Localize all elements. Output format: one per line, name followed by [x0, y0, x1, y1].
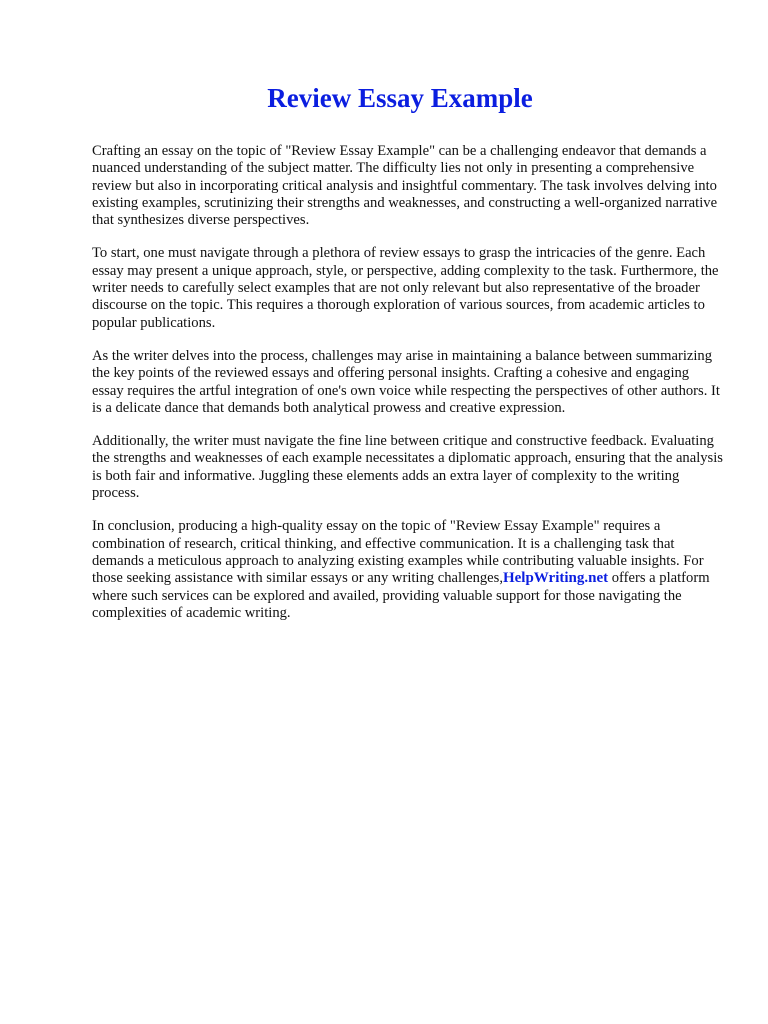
paragraph-2: To start, one must navigate through a plethora of review essays to grasp the intricacies of the genre. Each essay may present a unique approach, style, or perspective, adding complexity to the task. Furthermore, the writer needs to carefully select examples that are not only relevant but also representative of the broader discourse on the topic. This requires a thorough exploration of various sources, from academic articles to popular publications. [92, 245, 719, 331]
paragraph-conclusion [92, 518, 724, 622]
conclusion-text-end: offers a platform where such services can be explored and availed, providing valuable support for those navigating the complexities of academic writing. [92, 570, 710, 621]
document-title: Review Essay Example [267, 83, 533, 113]
helpwriting-link[interactable]: HelpWriting.net [502, 570, 609, 587]
paragraph-3: As the writer delves into the process, challenges may arise in maintaining a balance between summarizing the key points of the reviewed essays and offering personal insights. Crafting a cohesive and engaging essay requires the artful integration of one's own voice while respecting the perspectives of other authors. It is a delicate dance that demands both analytical prowess and creative expression. [92, 347, 720, 416]
conclusion-text-start: In conclusion, producing a high-quality essay on the topic of "Review Essay Example" requires a combination of research, critical thinking, and effective communication. It is a challenging task that demands a meticulous approach to analyzing existing examples while contributing valuable insights. For those seeking assistance with similar essays or any writing challenges, [92, 518, 704, 587]
document-body [92, 143, 724, 622]
paragraph-4: Additionally, the writer must navigate the fine line between critique and constructive feedback. Evaluating the strengths and weaknesses of each example necessitates a diplomatic approach, ensuring that the analysis is both fair and informative. Juggling these elements adds an extra layer of complexity to the writing process. [92, 433, 723, 502]
paragraph-1: Crafting an essay on the topic of "Review Essay Example" can be a challenging endeavor that demands a nuanced understanding of the subject matter. The difficulty lies not only in presenting a comprehensive review but also in incorporating critical analysis and insightful commentary. The task involves delving into existing examples, scrutinizing their strengths and weaknesses, and constructing a well-organized narrative that synthesizes diverse perspectives. [92, 143, 718, 229]
